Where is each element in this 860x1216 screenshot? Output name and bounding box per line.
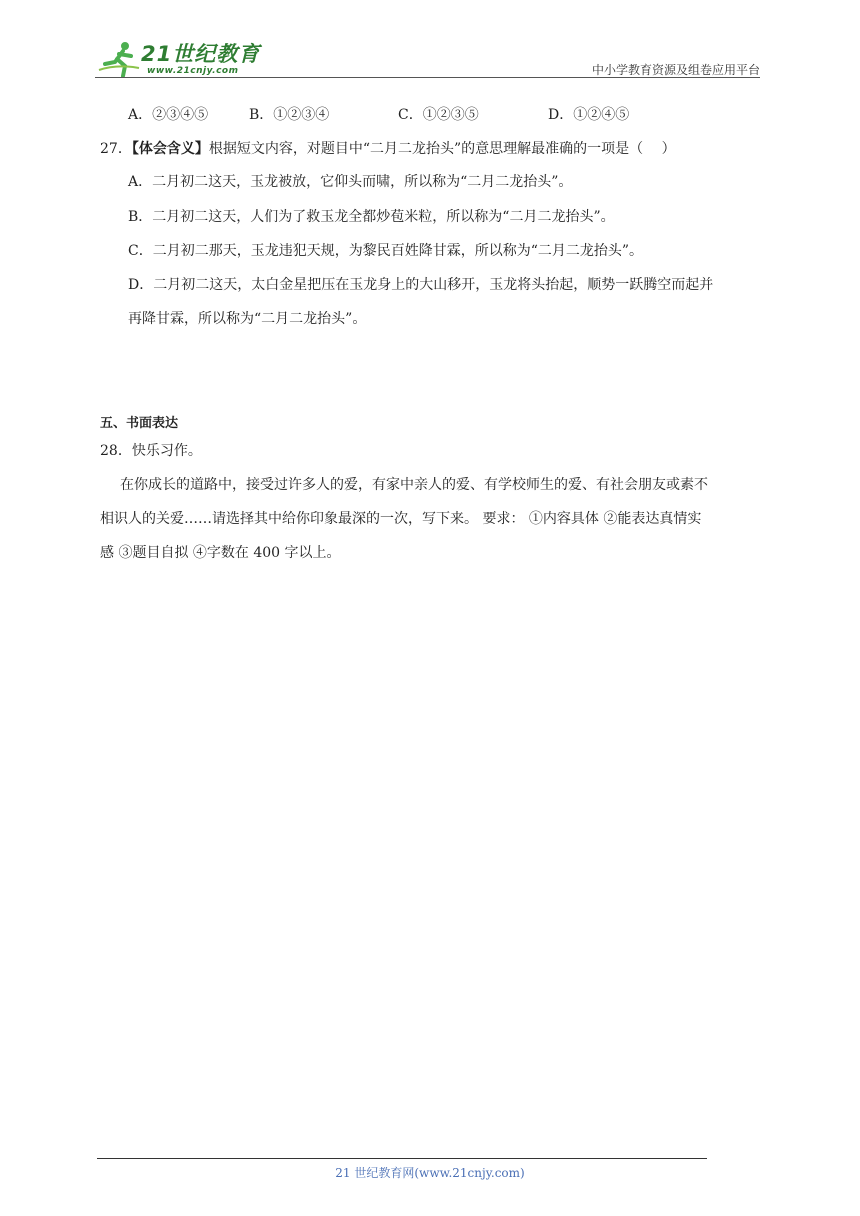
runner-logo-icon <box>97 40 141 78</box>
header-platform-text: 中小学教育资源及组卷应用平台 <box>591 63 760 77</box>
page-header <box>95 28 760 78</box>
q27-option-a: A．二月初二这天，玉龙被放，它仰头而啸，所以称为“二月二龙抬头”。 <box>128 174 573 190</box>
q26-option-d: D．①②④⑤ <box>548 107 630 123</box>
q26-option-a: A．②③④⑤ <box>128 107 209 123</box>
q27-option-d: D．二月初二这天，太白金星把压在玉龙身上的大山移开，玉龙将头抬起，顺势一跃腾空而起并 <box>128 277 714 293</box>
logo-text: 21世纪教育 <box>141 42 261 66</box>
q26-option-c: C．①②③⑤ <box>398 107 479 123</box>
header-divider <box>95 77 760 78</box>
q26-option-b: B．①②③④ <box>249 107 330 123</box>
q28-line-2: 相识人的关爱……请选择其中给你印象最深的一次，写下来。 要求： ①内容具体 ②能表达真情实 <box>100 511 702 527</box>
q27-question: 根据短文内容，对题目中“二月二龙抬头”的意思理解最准确的一项是（ ） <box>208 141 676 157</box>
footer-text: 21 世纪教育网(www.21cnjy.com) <box>335 1166 525 1180</box>
q28-line-1: 在你成长的道路中，接受过许多人的爱，有家中亲人的爱、有学校师生的爱、有社会朋友或素不 <box>120 477 708 493</box>
section-title: 五、书面表达 <box>100 416 179 431</box>
q27-option-c: C．二月初二那天，玉龙违犯天规，为黎民百姓降甘霖，所以称为“二月二龙抬头”。 <box>128 243 644 259</box>
q27-option-d-continued: 再降甘霖，所以称为“二月二龙抬头”。 <box>128 311 367 327</box>
q27-stem <box>100 139 676 159</box>
q27-option-b: B．二月初二这天，人们为了救玉龙全都炒苞米粒，所以称为“二月二龙抬头”。 <box>128 209 615 225</box>
q28-line-3: 感 ③题目自拟 ④字数在 400 字以上。 <box>100 545 341 561</box>
q27-number: 27． <box>100 141 132 157</box>
q27-tag: 【体会含义】 <box>131 141 209 157</box>
footer-divider <box>97 1158 707 1159</box>
logo-url: www.21cnjy.com <box>147 66 239 76</box>
site-logo <box>95 36 270 80</box>
q28-title: 28．快乐习作。 <box>100 443 202 459</box>
